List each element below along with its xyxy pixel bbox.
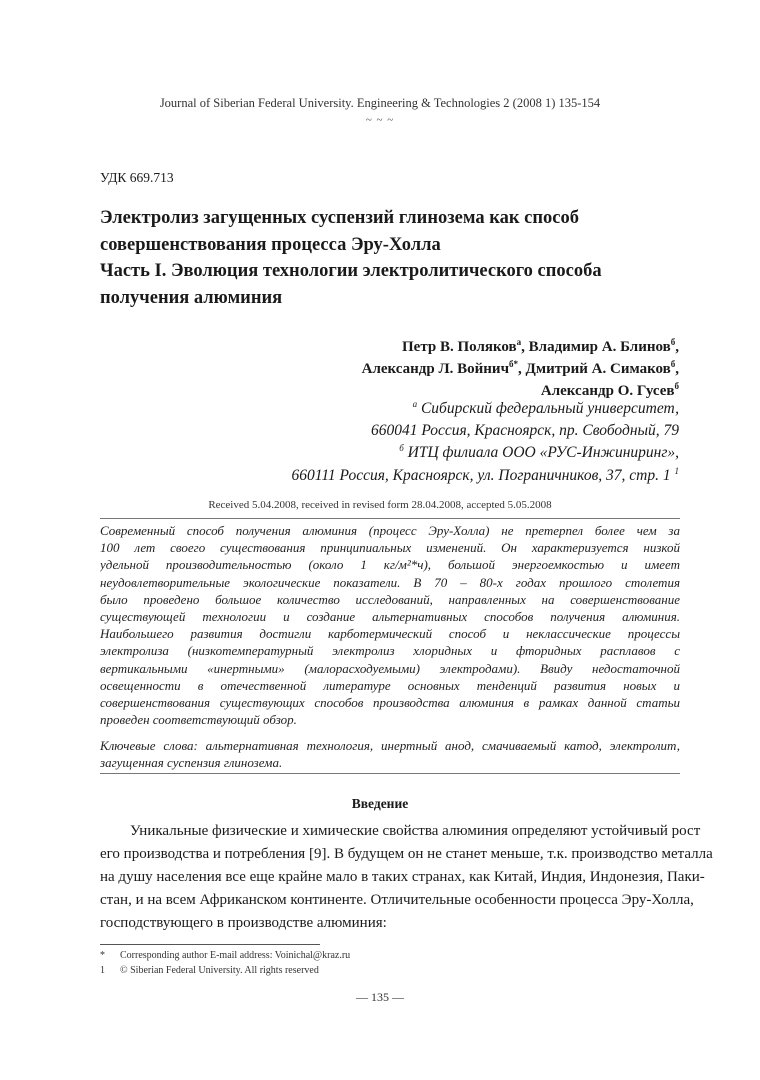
keywords: [100, 737, 680, 771]
body-line: стан, и на всем Африканском континенте. Отличительные особенности процесса Эру-Холла,: [100, 892, 694, 908]
abstract: [100, 522, 680, 728]
author-affil-mark: б*: [509, 359, 519, 369]
abstract-line: удельной производительностью (около 1 кг/м²*ч), большой энергоемкостью и имеет: [100, 557, 680, 573]
abstract-line: электролиза (низкотемпературный электролиз хлоридных и фторидных расплавов с: [100, 643, 680, 659]
article-title: [100, 205, 680, 311]
introduction-text: [100, 820, 713, 935]
author-line: [119, 358, 679, 380]
footnote: [100, 965, 319, 976]
abstract-line: Современный способ получения алюминия (процесс Эру-Холла) не претерпел более чем за: [100, 523, 680, 538]
author-line: [119, 336, 679, 358]
affiliation-b-line2: 660111 Россия, Красноярск, ул. Пограничников, 37, стр. 1 $^1$: [291, 465, 679, 484]
abstract-top-rule: [100, 518, 680, 519]
author-separator: ,: [675, 361, 679, 377]
affiliations: [79, 398, 679, 487]
affil-mark: б: [399, 443, 404, 454]
abstract-line: неудовлетворительные экологические показатели. В 70 – 80-х годах прошлого столетия: [100, 574, 680, 590]
affil-mark: а: [412, 398, 418, 409]
abstract-line: Наибольшего развития достигли карботермический способ и неклассические процессы: [100, 626, 680, 642]
affiliation-a-line1: $^а$ Сибирский федеральный университет,: [412, 398, 679, 417]
abstract-line: совершенствования существующих способов производства алюминия в рамках данной статьи: [100, 695, 680, 711]
title-line: получения алюминия: [100, 287, 283, 308]
abstract-line: было проведено большое количество исследований, направленных на совершенствование: [100, 591, 680, 607]
keywords-line: Ключевые слова: альтернативная технология, инертный анод, смачиваемый катод, электролит,: [100, 738, 680, 753]
title-line: Электролиз загущенных суспензий глинозема как способ: [100, 208, 579, 228]
header-ornament: ~ ~ ~: [365, 114, 395, 126]
author-separator: ,: [521, 339, 529, 355]
body-line: господствующего в производстве алюминия:: [100, 915, 387, 931]
author-affil-mark: б: [674, 381, 679, 391]
received-dates: Received 5.04.2008, received in revised form 28.04.2008, accepted 5.05.2008: [208, 499, 552, 511]
author-separator: ,: [518, 361, 526, 377]
author-name: Александр Л. Войнич: [361, 361, 510, 377]
body-line: его производства и потребления [9]. В будущем он не станет меньше, т.к. производство металла: [100, 846, 713, 862]
footnote: [100, 950, 350, 961]
affiliation-b-line1: $^б$ ИТЦ филиала ООО «РУС-Инжиниринг»,: [399, 443, 679, 462]
footnote-text: © Siberian Federal University. All rights reserved: [120, 965, 319, 976]
body-line: Уникальные физические и химические свойства алюминия определяют устойчивый рост: [130, 823, 701, 839]
body-line: на душу населения все еще крайне мало в таких странах, как Китай, Индия, Индонезия, Паки-: [100, 869, 705, 885]
author-name: Александр О. Гусев: [540, 383, 675, 399]
author-list: [119, 336, 679, 402]
author-name: Дмитрий А. Симаков: [525, 361, 671, 377]
abstract-line: 100 лет своего существования принципиальных изменений. Он характеризуется низкой: [100, 540, 680, 556]
affiliation-a-line2: 660041 Россия, Красноярск, пр. Свободный, 79: [370, 422, 679, 440]
section-heading-introduction: Введение: [351, 796, 409, 811]
keywords-line: загущенная суспензия глинозема.: [100, 755, 283, 771]
footnote-mark: *: [100, 950, 105, 961]
author-affil-mark: б: [670, 337, 676, 347]
author-separator: ,: [675, 339, 679, 355]
footnote-mark: 1: [100, 965, 105, 976]
author-affil-mark: б: [670, 359, 676, 369]
author-name: Петр В. Поляков: [402, 339, 517, 355]
title-line: Часть I. Эволюция технологии электролитического способа: [100, 261, 602, 281]
author-affil-mark: а: [516, 337, 522, 347]
title-line: совершенствования процесса Эру-Холла: [100, 234, 441, 255]
journal-header: Journal of Siberian Federal University. Engineering & Technologies 2 (2008 1) 135-154: [159, 96, 601, 110]
author-name: Владимир А. Блинов: [528, 339, 671, 355]
abstract-line: проведен соответствующий обзор.: [100, 712, 297, 728]
footnote-text: Corresponding author E-mail address: Voinichal@kraz.ru: [120, 950, 351, 961]
footnote-rule: [100, 944, 320, 945]
abstract-line: освещенности в отечественной литературе основных тенденций развития новых и: [100, 677, 680, 693]
page-number: — 135 —: [356, 990, 404, 1004]
udk-code: УДК 669.713: [100, 170, 174, 185]
footnote-ref: 1: [674, 465, 679, 476]
abstract-bottom-rule: [100, 773, 680, 774]
abstract-line: существующей технологии и создание альтернативных способов получения алюминия.: [100, 609, 680, 625]
abstract-line: вертикальными «инертными» (малорасходуемыми) электродами). Ввиду недостаточной: [100, 660, 680, 676]
